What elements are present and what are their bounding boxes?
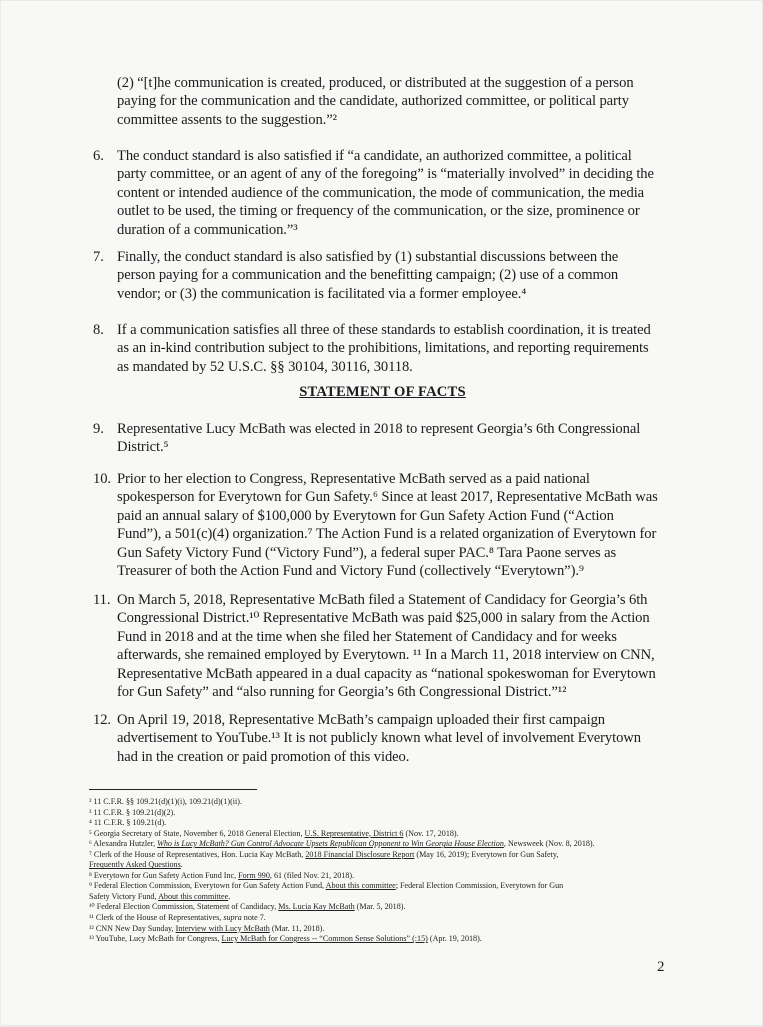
paragraph-number: 11. xyxy=(93,592,111,608)
footnote-link[interactable]: Ms. Lucia Kay McBath xyxy=(278,902,355,912)
paragraph-line: (2) “[t]he communication is created, produced, or distributed at the suggestion of a person xyxy=(117,75,634,91)
paragraph-line: Representative McBath appeared in a dual capacity as “national spokeswoman for Everytown xyxy=(117,665,656,682)
footnote-text: ⁸ Everytown for Gun Safety Action Fund Inc, xyxy=(89,870,239,880)
footnote-text: (Mar. 5, 2018). xyxy=(354,902,406,912)
paragraph-line: paid an annual salary of $100,000 by Everytown for Gun Safety Action Fund (“Action xyxy=(117,507,614,524)
paragraph-8 xyxy=(93,321,673,376)
footnote-link[interactable]: Frequently Asked Questions xyxy=(89,860,181,870)
paragraph-number: 8. xyxy=(93,322,104,338)
paragraph-line: for Gun Safety” and “also running for Georgia’s 6th Congressional District.”¹² xyxy=(117,684,567,701)
page-number: 2 xyxy=(657,959,665,975)
footnote-text: ; Federal Election Commission, Everytown for Gun xyxy=(395,881,564,891)
paragraph-number: 7. xyxy=(93,249,104,265)
paragraph-number: 10. xyxy=(93,471,111,487)
paragraph-line: Representative Lucy McBath was elected in 2018 to represent Georgia’s 6th Congressional xyxy=(117,421,641,437)
paragraph-line: vendor; or (3) the communication is facilitated via a former employee.⁴ xyxy=(117,285,527,302)
paragraph-number: 9. xyxy=(93,421,104,437)
footnote-link[interactable]: 2018 Financial Disclosure Report xyxy=(305,849,415,859)
paragraph-6 xyxy=(93,147,673,239)
paragraph-line: content or intended audience of the communication, the mode of communication, the media xyxy=(117,184,645,201)
paragraph-line: On March 5, 2018, Representative McBath filed a Statement of Candidacy for Georgia’s 6th xyxy=(117,592,648,608)
paragraph-line: If a communication satisfies all three of these standards to establish coordination, it is treated xyxy=(117,322,651,338)
paragraph-11 xyxy=(93,591,673,701)
paragraph-line: person paying for a communication and the benefitting campaign; (2) use of a common xyxy=(117,267,619,284)
footnote-text: , Newsweek (Nov. 8, 2018). xyxy=(503,839,595,849)
footnotes xyxy=(89,797,669,945)
footnote-text: (Apr. 19, 2018). xyxy=(427,934,482,944)
footnote-italic: supra xyxy=(223,913,242,923)
footnote-text: ⁹ Federal Election Commission, Everytown for Gun Safety Action Fund, xyxy=(89,881,326,891)
paragraph-line: Gun Safety Victory Fund (“Victory Fund”), a federal super PAC.⁸ Tara Paone serves as xyxy=(117,544,617,561)
footnote-text: (Mar. 11, 2018). xyxy=(269,923,325,933)
paragraph-7 xyxy=(93,248,673,303)
footnote-text: ⁴ 11 C.F.R. § 109.21(d). xyxy=(89,818,167,828)
footnote-line xyxy=(89,818,669,829)
footnote-line xyxy=(89,902,669,913)
footnote-text: ¹¹ Clerk of the House of Representatives, xyxy=(89,913,224,923)
footnote-link[interactable]: Lucy McBath for Congress -- “Common Sense Solutions” (:15) xyxy=(221,934,428,944)
paragraph-line: Finally, the conduct standard is also satisfied by (1) substantial discussions between the xyxy=(117,249,619,265)
footnote-text: ⁶ Alexandra Hutzler, xyxy=(89,839,158,849)
paragraph-line: paying for the communication and the candidate, authorized committee, or political party xyxy=(117,93,629,110)
footnote-text: , 61 (filed Nov. 21, 2018). xyxy=(269,870,355,880)
paragraph-line: afterwards, she remained employed by Everytown. ¹¹ In a March 11, 2018 interview on CNN, xyxy=(117,647,655,664)
footnote-text: ³ 11 C.F.R. § 109.21(d)(2). xyxy=(89,807,176,817)
paragraph-line: Prior to her election to Congress, Representative McBath served as a paid national xyxy=(117,471,590,487)
footnote-line xyxy=(89,892,669,903)
footnote-text: ² 11 C.F.R. §§ 109.21(d)(1)(i), 109.21(d)(1)(ii). xyxy=(89,797,242,806)
paragraph-number: 12. xyxy=(93,712,111,728)
footnote-text: ¹⁰ Federal Election Commission, Statement of Candidacy, xyxy=(89,902,279,912)
paragraph-line: advertisement to YouTube.¹³ It is not publicly known what level of involvement Everytown xyxy=(117,730,641,747)
footnote-link[interactable]: Who is Lucy McBath? Gun Control Advocate Upsets Republican Opponent to Win Georgia House Election xyxy=(157,839,504,849)
footnote-link[interactable]: Interview with Lucy McBath xyxy=(175,923,270,933)
paragraph-continued xyxy=(117,74,673,129)
footnote-line xyxy=(89,913,669,924)
footnote-line xyxy=(89,934,669,945)
paragraph-line: as mandated by 52 U.S.C. §§ 30104, 30116, 30118. xyxy=(117,358,413,375)
paragraph-number: 6. xyxy=(93,148,104,164)
footnote-line xyxy=(89,839,669,850)
footnote-line xyxy=(89,797,669,808)
paragraph-line: committee assents to the suggestion.”² xyxy=(117,111,337,128)
footnote-line xyxy=(89,860,669,871)
footnote-line xyxy=(89,850,669,861)
paragraph-line: Congressional District.¹⁰ Representative McBath was paid $25,000 in salary from the Action xyxy=(117,610,650,627)
paragraph-line: duration of a communication.”³ xyxy=(117,221,298,238)
paragraph-line: Treasurer of both the Action Fund and Victory Fund (collectively “Everytown”).⁹ xyxy=(117,563,584,580)
footnote-text: ⁵ Georgia Secretary of State, November 6, 2018 General Election, xyxy=(89,828,305,838)
paragraph-line: outlet to be used, the timing or frequency of the communication, or the size, prominence or xyxy=(117,203,640,220)
footnote-link[interactable]: About this committee xyxy=(325,881,396,891)
footnote-text: ¹² CNN New Day Sunday, xyxy=(89,923,176,933)
paragraph-line: Fund in 2018 and at the time when she filed her Statement of Candidacy and for weeks xyxy=(117,628,617,645)
paragraph-line: The conduct standard is also satisfied if “a candidate, an authorized committee, a political xyxy=(117,148,632,164)
footnote-line xyxy=(89,808,669,819)
footnote-line xyxy=(89,881,669,892)
footnote-line xyxy=(89,924,669,935)
footnote-text: note 7. xyxy=(241,913,266,923)
footnote-text: (Nov. 17, 2018). xyxy=(403,828,459,838)
document-page xyxy=(1,1,762,1025)
footnote-link[interactable]: About this committee xyxy=(158,891,229,901)
footnote-line xyxy=(89,871,669,882)
paragraph-line: Fund”), a 501(c)(4) organization.⁷ The Action Fund is a related organization of Everytown for xyxy=(117,526,657,543)
footnote-text: Safety Victory Fund, xyxy=(89,891,159,901)
footnote-link[interactable]: U.S. Representative, District 6 xyxy=(304,828,404,838)
footnote-text: ⁷ Clerk of the House of Representatives, Hon. Lucia Kay McBath, xyxy=(89,849,306,859)
paragraph-line: as an in-kind contribution subject to the prohibitions, limitations, and reporting requirements xyxy=(117,340,649,357)
footnote-text: . xyxy=(180,860,183,870)
footnote-text: . xyxy=(228,891,231,901)
footnote-text: (May 16, 2019); Everytown for Gun Safety, xyxy=(414,849,559,859)
footnote-link[interactable]: Form 990 xyxy=(238,870,270,880)
footnote-separator xyxy=(89,789,257,790)
section-heading: STATEMENT OF FACTS xyxy=(299,384,466,400)
paragraph-line: District.⁵ xyxy=(117,439,169,456)
paragraph-line: On April 19, 2018, Representative McBath’s campaign uploaded their first campaign xyxy=(117,712,605,728)
paragraph-10 xyxy=(93,470,673,580)
paragraph-12 xyxy=(93,711,673,766)
paragraph-line: had in the creation or paid promotion of this video. xyxy=(117,748,410,765)
paragraph-line: spokesperson for Everytown for Gun Safety.⁶ Since at least 2017, Representative McBath was xyxy=(117,489,658,506)
footnote-text: ¹³ YouTube, Lucy McBath for Congress, xyxy=(89,934,222,944)
paragraph-line: party committee, or an agent of any of the foregoing” is “materially involved” in deciding the xyxy=(117,166,654,183)
footnote-line xyxy=(89,829,669,840)
paragraph-9 xyxy=(93,420,673,457)
